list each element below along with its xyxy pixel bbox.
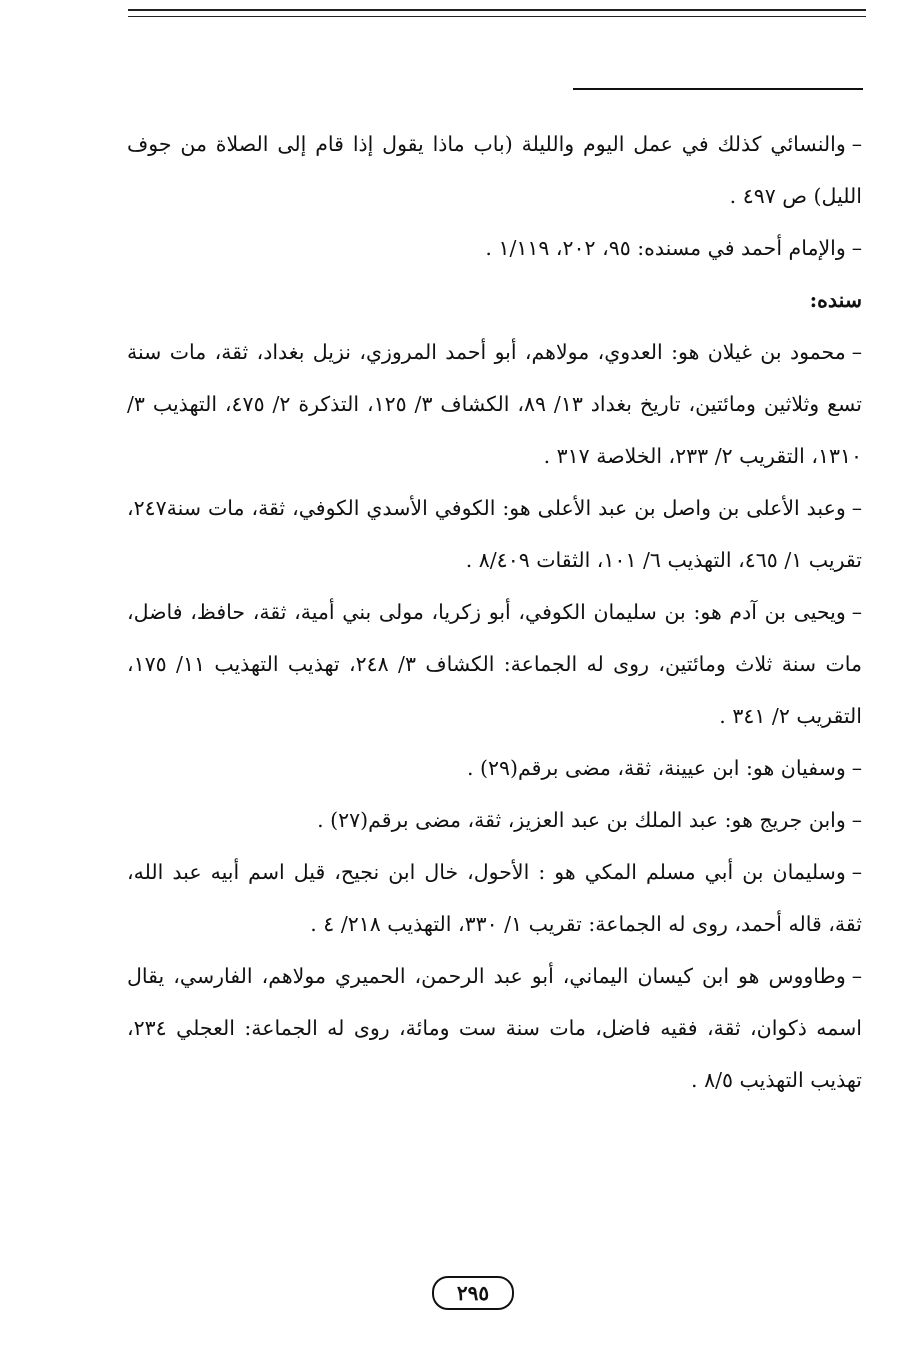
narrator-entry-tawus (127, 950, 862, 1106)
dash-bullet: – (851, 132, 862, 156)
entry-text: ويحيى بن آدم هو: بن سليمان الكوفي، أبو زكريا، مولى بني أمية، ثقة، حافظ، فاضل، مات سنة ثلاث ومائتين، روى له الجماعة: الكشاف ٣/ ٢٤٨، تهذيب التهذيب ١١/ ١٧٥، التقريب ٢/ ٣٤١ . (127, 600, 862, 728)
dash-bullet: – (851, 600, 862, 624)
narrator-entry-yahya (127, 586, 862, 742)
narrator-entry-sulayman (127, 846, 862, 950)
sanad-heading: سنده: (809, 288, 862, 312)
page-body (127, 118, 862, 1106)
entry-text: وسفيان هو: ابن عيينة، ثقة، مضى برقم(٢٩) . (466, 756, 846, 780)
dash-bullet: – (851, 236, 862, 260)
dash-bullet: – (851, 496, 862, 520)
footnote-separator-rule (573, 88, 863, 90)
entry-text: وطاووس هو ابن كيسان اليماني، أبو عبد الرحمن، الحميري مولاهم، الفارسي، يقال اسمه ذكوان، ثقة، فقيه فاضل، مات سنة ست ومائة، روى له الجماعة: العجلي ٢٣٤، تهذيب التهذيب ٨/٥ . (127, 964, 862, 1092)
dash-bullet: – (851, 808, 862, 832)
citation-entry-nasai (127, 118, 862, 222)
narrator-entry-sufyan (127, 742, 862, 794)
entry-text: محمود بن غيلان هو: العدوي، مولاهم، أبو أحمد المروزي، نزيل بغداد، ثقة، مات سنة تسع وثلاثين ومائتين، تاريخ بغداد ١٣/ ٨٩، الكشاف ٣/ ١٢٥، التذكرة ٢/ ٤٧٥، التهذيب ٣/ ١٣١٠، التقريب ٢/ ٢٣٣، الخلاصة ٣١٧ . (127, 340, 863, 468)
header-double-rule-bottom (128, 16, 866, 17)
entry-text: وسليمان بن أبي مسلم المكي هو : الأحول، خال ابن نجيح، قيل اسم أبيه عبد الله، ثقة، قاله أحمد، روى له الجماعة: تقريب ١/ ٣٣٠، التهذيب ٢١٨/ ٤ . (127, 860, 862, 936)
narrator-entry-mahmud (127, 326, 862, 482)
dash-bullet: – (851, 860, 862, 884)
narrator-entry-abd-al-ala (127, 482, 862, 586)
entry-text: والإمام أحمد في مسنده: ٩٥، ٢٠٢، ١/١١٩ . (485, 236, 846, 260)
narrator-entry-ibn-jurayj (127, 794, 862, 846)
entry-text: والنسائي كذلك في عمل اليوم والليلة (باب ماذا يقول إذا قام إلى الصلاة من جوف الليل) ص ٤٩٧ . (127, 132, 862, 208)
dash-bullet: – (851, 964, 862, 988)
entry-text: وعبد الأعلى بن واصل بن عبد الأعلى هو: الكوفي الأسدي الكوفي، ثقة، مات سنة٢٤٧، تقريب ١/ ٤٦٥، التهذيب ٦/ ١٠١، الثقات ٨/٤٠٩ . (127, 496, 862, 572)
dash-bullet: – (851, 340, 862, 364)
page-number-label: ٢٩٥ (456, 1281, 490, 1305)
citation-entry-ahmad (127, 222, 862, 274)
header-double-rule-top (128, 9, 866, 11)
dash-bullet: – (851, 756, 862, 780)
page-number (432, 1276, 514, 1310)
entry-text: وابن جريج هو: عبد الملك بن عبد العزيز، ثقة، مضى برقم(٢٧) . (317, 808, 846, 832)
